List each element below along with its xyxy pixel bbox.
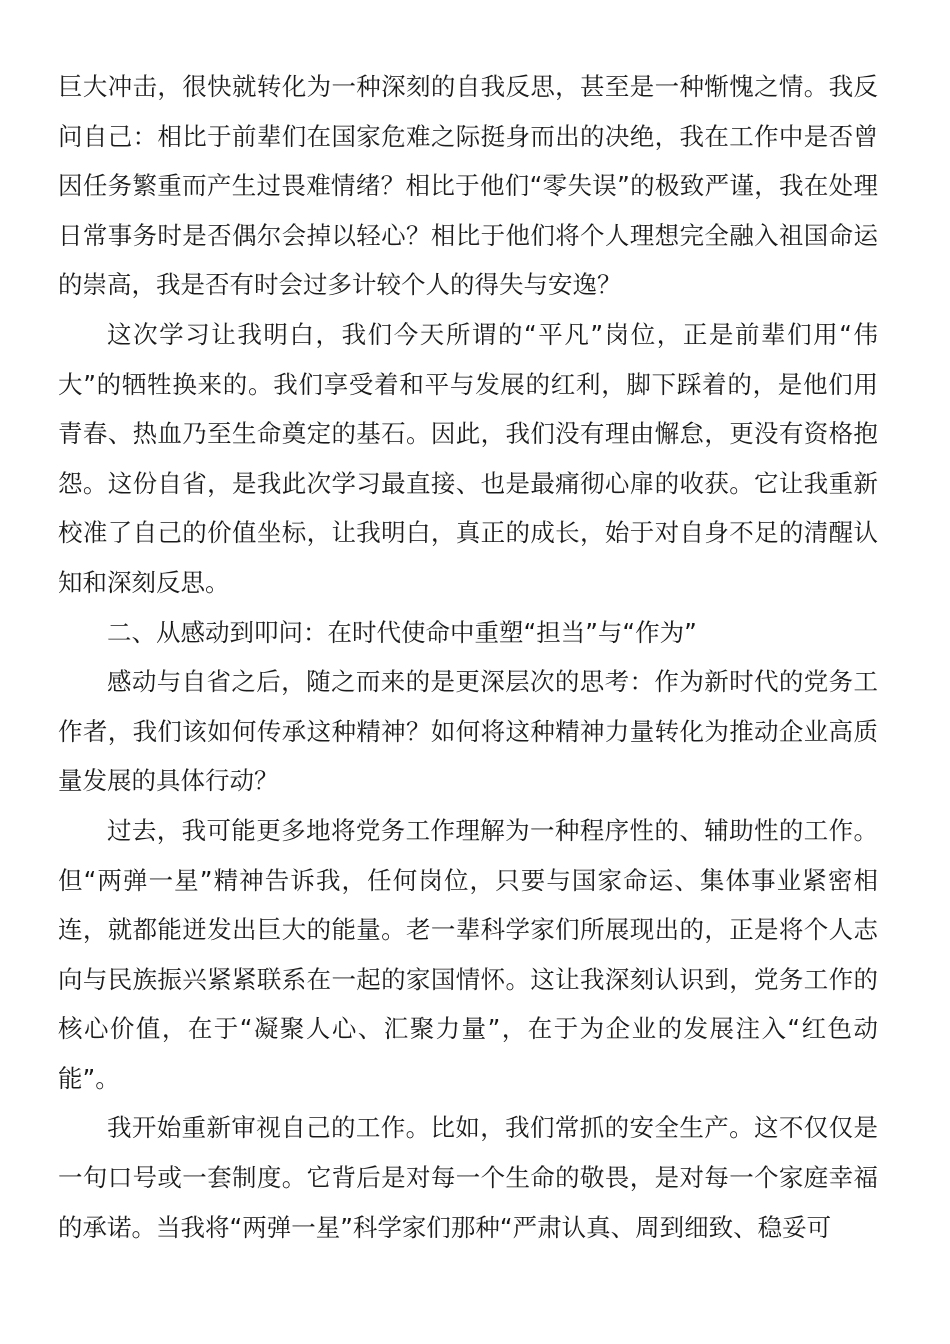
paragraph-3: 感动与自省之后，随之而来的是更深层次的思考：作为新时代的党务工作者，我们该如何传承这种精神？如何将这种精神力量转化为推动企业高质量发展的具体行动？ bbox=[58, 667, 878, 796]
section-heading: 二、从感动到叩问：在时代使命中重塑“担当”与“作为” bbox=[107, 617, 697, 647]
paragraph-1: 巨大冲击，很快就转化为一种深刻的自我反思，甚至是一种惭愧之情。我反问自己：相比于前辈们在国家危难之际挺身而出的决绝，我在工作中是否曾因任务繁重而产生过畏难情绪？相比于他们“零失误”的极致严谨，我在处理日常事务时是否偶尔会掉以轻心？相比于他们将个人理想完全融入祖国命运的崇高，我是否有时会过多计较个人的得失与安逸？ bbox=[58, 72, 878, 300]
document-page bbox=[58, 62, 878, 1252]
paragraph-4: 过去，我可能更多地将党务工作理解为一种程序性的、辅助性的工作。但“两弹一星”精神告诉我，任何岗位，只要与国家命运、集体事业紧密相连，就都能迸发出巨大的能量。老一辈科学家们所展现出的，正是将个人志向与民族振兴紧紧联系在一起的家国情怀。这让我深刻认识到，党务工作的核心价值，在于“凝聚人心、汇聚力量”，在于为企业的发展注入“红色动能”。 bbox=[58, 815, 878, 1093]
paragraph-2: 这次学习让我明白，我们今天所谓的“平凡”岗位，正是前辈们用“伟大”的牺牲换来的。我们享受着和平与发展的红利，脚下踩着的，是他们用青春、热血乃至生命奠定的基石。因此，我们没有理由懈怠，更没有资格抱怨。这份自省，是我此次学习最直接、也是最痛彻心扉的收获。它让我重新校准了自己的价值坐标，让我明白，真正的成长，始于对自身不足的清醒认知和深刻反思。 bbox=[58, 319, 878, 597]
paragraph-5: 我开始重新审视自己的工作。比如，我们常抓的安全生产。这不仅仅是一句口号或一套制度。它背后是对每一个生命的敬畏，是对每一个家庭幸福的承诺。当我将“两弹一星”科学家们那种“严肃认真、周到细致、稳妥可 bbox=[58, 1113, 878, 1242]
